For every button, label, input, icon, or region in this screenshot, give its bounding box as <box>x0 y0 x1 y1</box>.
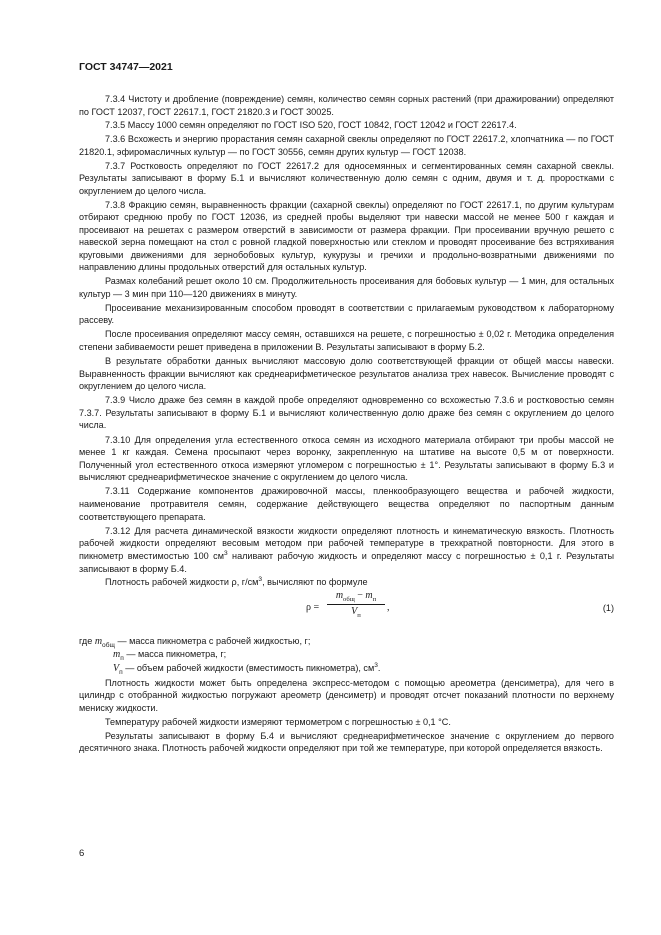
legend-sub: общ <box>102 641 115 649</box>
paragraph-7-3-9: 7.3.9 Число драже без семян в каждой пробе определяют одновременно со всхожестью 7.3.6 и ростковостью семян 7.3.7. Результаты записывают в форму Б.1 и вычисляют количественную долю драже без семян с округлением до целого числа. <box>79 395 614 431</box>
paragraph-7-3-8: 7.3.8 Фракцию семян, выравненность фракции (сахарной свеклы) определяют по ГОСТ 22617.1, по другим культурам отбирают среднюю пробу по ГОСТ 12036, из средней пробы выделяют три навески массой не менее 500 г каждая и просеивают на решетах с размером отверстий в зависимости от размера фракции. При просеивании вручную решето с навеской зерна помещают на стол с ровной гладкой поверхностью или стеклом и проводят просеивание без встряхивания круговыми движениями для зернобобовых культур, кукурузы и гречихи и продольно-возвратными движениями по направлению длины продольных отверстий для остальных культур. <box>79 199 614 273</box>
formula-m-total-sub: общ <box>343 596 355 604</box>
legend-var: m <box>94 636 103 648</box>
paragraph-fraction-result: В результате обработки данных вычисляют массовую долю соответствующей фракции от общей массы навески. Выравненность фракции вычисляют как среднеарифметическое результатов анализа трех навесок. Вычисление проводят с округлением до целого числа. <box>79 356 614 392</box>
paragraph-7-3-7: 7.3.7 Ростковость определяют по ГОСТ 22617.2 для односемянных и сегментированных семян сахарной свеклы. Результаты записывают в форму Б.1 и вычисляют количественную долю семян с одним, двумя и т. д. проростками с округлением до целого числа. <box>79 160 614 196</box>
formula-number: (1) <box>602 603 614 614</box>
formula-lhs: ρ = <box>306 602 320 614</box>
legend-row-m-p <box>79 648 614 661</box>
formula-v-sub: п <box>357 611 361 619</box>
density-formula <box>79 590 614 630</box>
legend-var: V <box>113 662 120 674</box>
formula-denominator <box>327 605 385 619</box>
page-number: 6 <box>79 848 85 859</box>
density-intro-b: , вычисляют по формуле <box>262 577 368 588</box>
legend-sub: п <box>119 668 123 676</box>
paragraph-areometer: Плотность жидкости может быть определена экспресс-методом с помощью ареометра (денсиметра), для чего в цилиндр с отобранной жидкостью погружают ареометр (денсиметр) и проводят отсчет показаний плотности по верхнему мениску жидкости. <box>79 677 614 713</box>
p12-text-b: наливают рабочую жидкость и определяют массу с погрешностью ± 0,1 г. Результаты записывают в форму Б.4. <box>79 550 614 574</box>
paragraph-after-sieving: После просеивания определяют массу семян, оставшихся на решете, с погрешностью ± 0,02 г. Методика определения степени забиваемости решет приведена в приложении В. Результаты записывают в форму Б.2. <box>79 329 614 352</box>
paragraph-7-3-4: 7.3.4 Чистоту и дробление (повреждение) семян, количество семян сорных растений (при дражировании) определяют по ГОСТ 12037, ГОСТ 22617.1, ГОСТ 21820.3 и ГОСТ 30025. <box>79 94 614 117</box>
formula-v: V <box>351 605 358 617</box>
formula-fraction <box>327 590 385 618</box>
paragraph-7-3-10: 7.3.10 Для определения угла естественного откоса семян из исходного материала отбирают три пробы массой не менее 1 кг каждая. Семена просыпают через воронку, закрепленную на штативе на высоте 0,5 м от поверхности. Полученный угол естественного откоса измеряют угломером с погрешностью ± 1°. Результаты записывают в форму Б.3 и вычисляют среднеарифметическое значение с округлением до целого числа. <box>79 434 614 483</box>
legend-text: — объем рабочей жидкости (вместимость пикнометра), см <box>122 662 375 673</box>
paragraph-sieve-range: Размах колебаний решет около 10 см. Продолжительность просеивания для бобовых культур — 1 мин, для остальных культур — 3 мин при 110—120 движениях в минуту. <box>79 276 614 299</box>
legend-text: — масса пикнометра с рабочей жидкостью, г; <box>114 636 311 647</box>
document-header: ГОСТ 34747—2021 <box>79 61 173 73</box>
formula-minus: − <box>354 590 366 602</box>
formula-m-p: m <box>365 590 373 602</box>
paragraph-7-3-11: 7.3.11 Содержание компонентов дражировочной массы, пленкообразующего вещества и рабочей жидкости, наименование протравителя семян, содержание действующего вещества определяют по паспортным данным соответствующего препарата. <box>79 486 614 522</box>
paragraph-7-3-12 <box>79 525 614 575</box>
paragraph-7-3-6: 7.3.6 Всхожесть и энергию прорастания семян сахарной свеклы определяют по ГОСТ 22617.2, хлопчатника — по ГОСТ 21820.1, эфиромасличных культур — по ГОСТ 30556, семян других культур — ГОСТ 12038. <box>79 134 614 157</box>
paragraph-7-3-5: 7.3.5 Массу 1000 семян определяют по ГОСТ ISO 520, ГОСТ 10842, ГОСТ 12042 и ГОСТ 22617.4. <box>105 120 517 131</box>
paragraph-density-intro <box>79 576 614 589</box>
legend-text: — масса пикнометра, г; <box>123 649 227 660</box>
paragraph-temperature: Температуру рабочей жидкости измеряют термометром с погрешностью ± 0,1 °С. <box>105 716 451 727</box>
legend-sub: п <box>120 655 124 663</box>
paragraph-results: Результаты записывают в форму Б.4 и вычисляют среднеарифметическое значение с округлением до первого десятичного знака. Плотность рабочей жидкости определяют при той же температуре, при которой определяется вязкость. <box>79 730 614 754</box>
legend-row-m-total <box>79 635 614 648</box>
legend-tail: . <box>377 662 381 673</box>
formula-m-total: m <box>335 590 344 602</box>
legend-lead: где <box>79 636 93 647</box>
legend-var: m <box>113 649 121 661</box>
paragraph-mechanized: Просеивание механизированным способом проводят в соответствии с прилагаемым руководством к лабораторному рассеву. <box>79 302 614 326</box>
legend-sup: 3 <box>374 661 378 669</box>
p12-sup: 3 <box>223 549 228 557</box>
formula-numerator <box>327 590 385 605</box>
legend-row-v <box>79 662 614 675</box>
p12-text-a: 7.3.12 Для расчета динамической вязкости жидкости определяют плотность и кинематическую вязкость. Плотность рабочей жидкости определяют весовым методом при рабочей температуре в трехкратной повторности. Для этого в пикнометр вместимостью 100 см <box>79 525 614 561</box>
formula-comma: , <box>387 602 390 614</box>
variable-legend <box>79 635 614 675</box>
document-body <box>79 93 614 756</box>
formula-m-p-sub: п <box>372 596 377 604</box>
density-intro-sup: 3 <box>258 576 263 584</box>
density-intro-a: Плотность рабочей жидкости ρ, г/см <box>105 577 259 588</box>
